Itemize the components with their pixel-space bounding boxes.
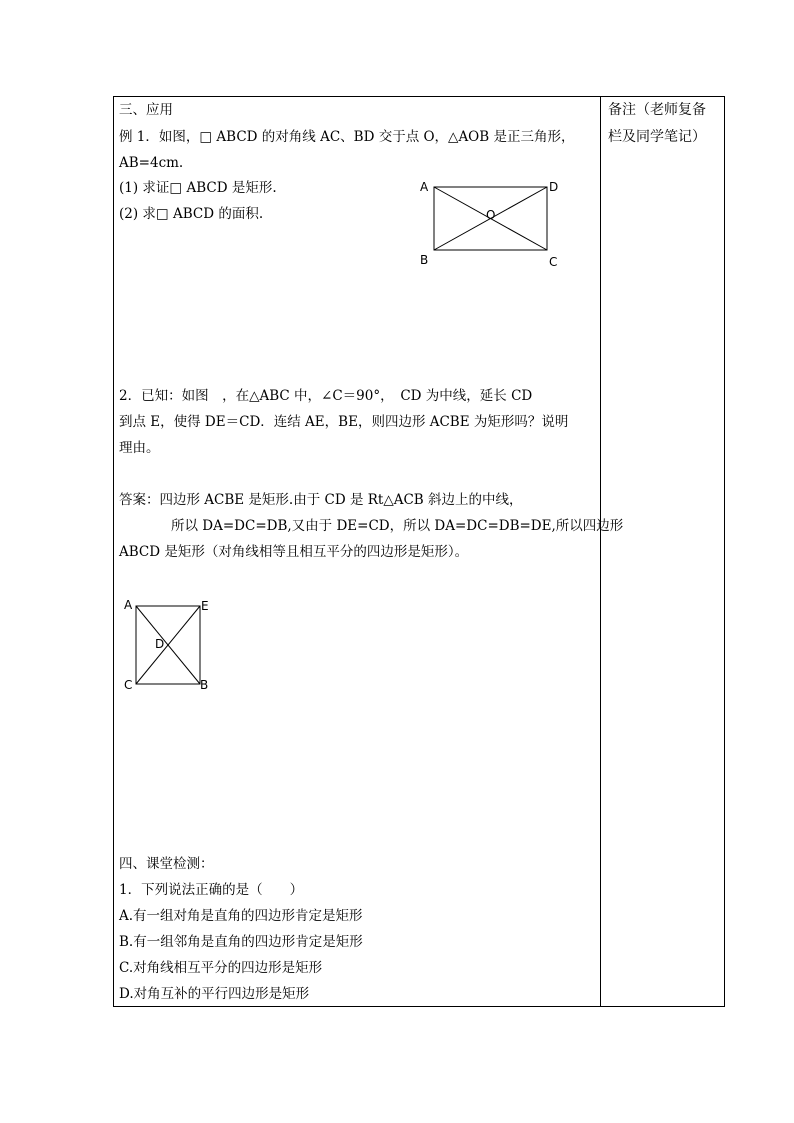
column-divider (600, 96, 601, 1007)
section-3-title: 三、应用 (119, 102, 173, 118)
figure-rectangle-abcd (410, 175, 570, 270)
label-a: A (420, 180, 429, 194)
quiz-option-b: B.有一组邻角是直角的四边形肯定是矩形 (119, 934, 363, 950)
example-1-line-1: 例 1．如图，□ ABCD 的对角线 AC、BD 交于点 O，△AOB 是正三角形， (119, 129, 575, 145)
quiz-question-1: 1．下列说法正确的是（ ） (119, 882, 304, 898)
label-d: D (155, 637, 165, 651)
label-c: C (549, 255, 558, 269)
label-b: B (420, 253, 429, 267)
quiz-option-d: D.对角互补的平行四边形是矩形 (119, 986, 310, 1002)
answer-line-1: 答案：四边形 ACBE 是矩形.由于 CD 是 Rt△ACB 斜边上的中线， (119, 492, 523, 508)
example-2-line-1: 2．已知：如图 ，在△ABC 中，∠C＝90°， CD 为中线，延长 CD (119, 388, 533, 404)
figure-rectangle-acbe (120, 595, 220, 695)
label-a: A (124, 598, 133, 612)
label-b: B (200, 678, 209, 692)
example-2-line-2: 到点 E，使得 DE＝CD．连结 AE，BE，则四边形 ACBE 为矩形吗？说明 (119, 414, 569, 430)
answer-line-3: ABCD 是矩形（对角线相等且相互平分的四边形是矩形）。 (119, 544, 469, 560)
section-4-title: 四、课堂检测： (119, 856, 214, 872)
quiz-option-a: A.有一组对角是直角的四边形肯定是矩形 (119, 908, 363, 924)
label-e: E (201, 599, 209, 613)
label-o: O (486, 208, 496, 222)
answer-line-2: 所以 DA=DC=DB,又由于 DE=CD，所以 DA=DC=DB=DE,所以四边形 (171, 518, 624, 534)
label-c: C (124, 678, 133, 692)
quiz-option-c: C.对角线相互平分的四边形是矩形 (119, 960, 323, 976)
example-1-question-2: (2) 求□ ABCD 的面积. (119, 206, 264, 222)
notes-header-line-2: 栏及同学笔记） (608, 129, 706, 145)
example-2-line-3: 理由。 (119, 440, 160, 456)
notes-column (608, 97, 720, 151)
example-1-question-1: (1) 求证□ ABCD 是矩形. (119, 180, 277, 196)
label-d: D (549, 180, 559, 194)
example-1-line-2: AB=4cm. (119, 155, 184, 171)
notes-header-line-1: 备注（老师复备 (608, 102, 706, 118)
